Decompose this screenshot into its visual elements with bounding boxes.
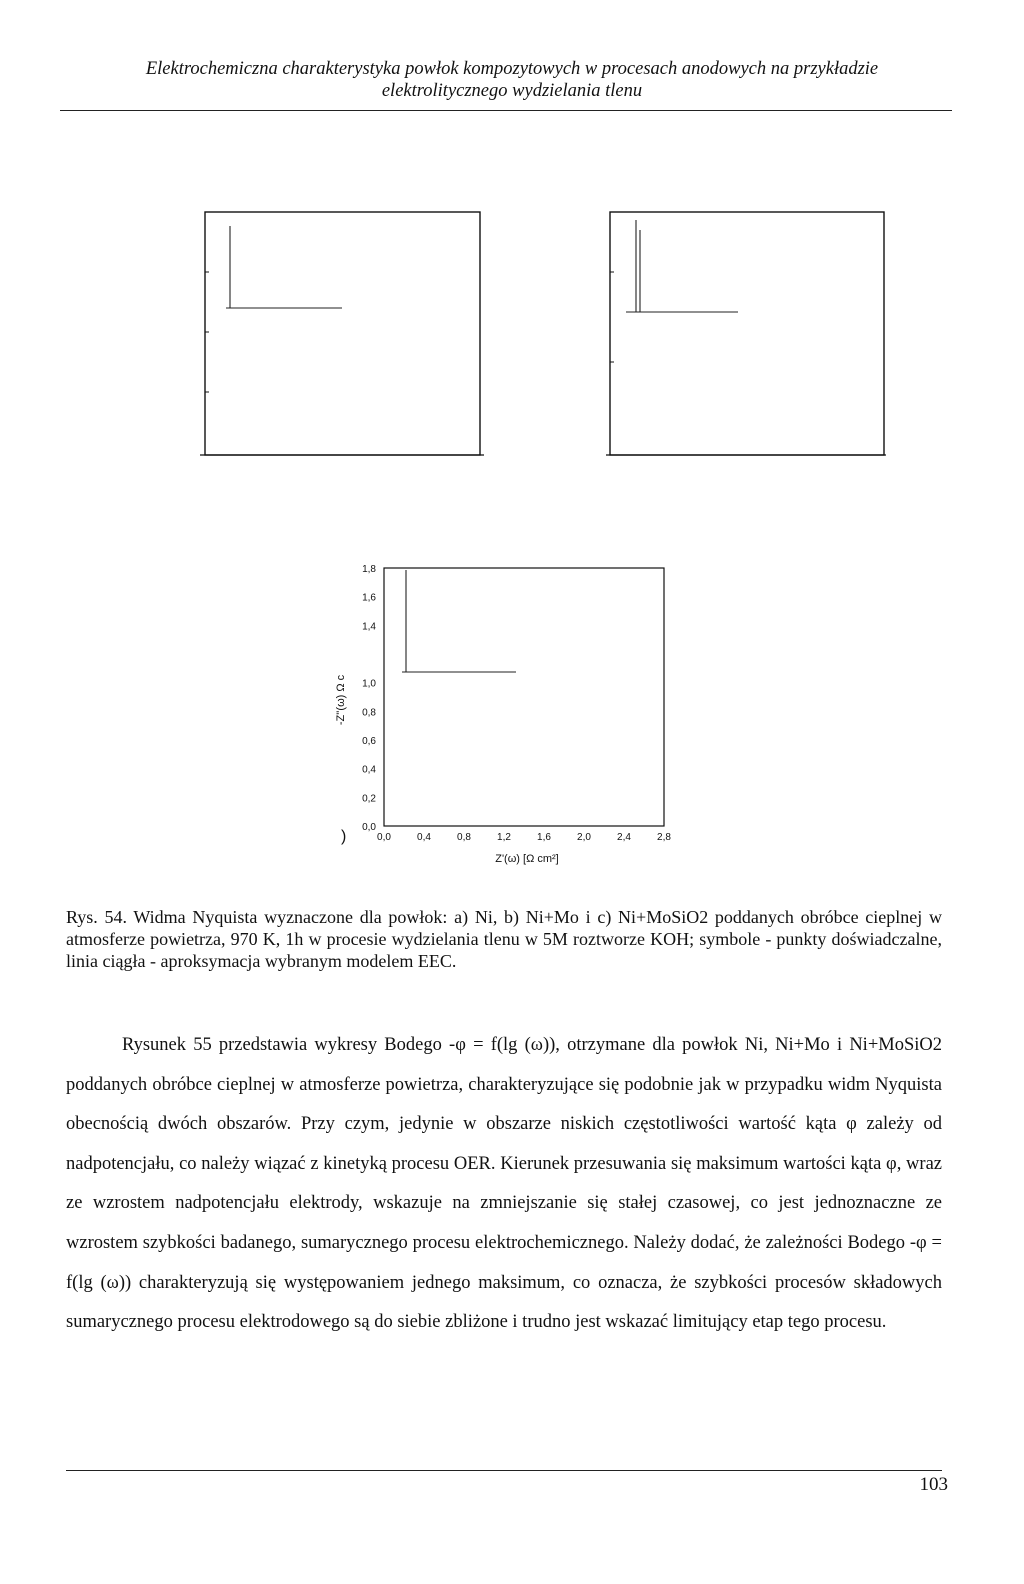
- nyquist-chart-a: [200, 212, 486, 464]
- y-tick-labels: [362, 564, 376, 833]
- body-text: [66, 1026, 942, 1343]
- x-tick-label: 1,2: [497, 832, 511, 843]
- y-tick-label: 0,6: [362, 736, 376, 747]
- x-tick-label: 0,8: [457, 832, 471, 843]
- x-axis-label: Z'(ω) [Ω cm²]: [495, 853, 559, 865]
- x-tick-label: 0,4: [417, 832, 431, 843]
- y-axis-label: -Z''(ω) Ω c: [335, 674, 347, 726]
- x-tick-label: 2,8: [657, 832, 671, 843]
- y-tick-label: 0,4: [362, 764, 376, 776]
- x-tick-label: 2,0: [577, 832, 591, 843]
- running-header: [60, 58, 964, 102]
- paragraph: Rysunek 55 przedstawia wykresy Bodego -φ = f(lg (ω)), otrzymane dla powłok Ni, Ni+Mo i Ni+MoSiO2 poddanych obróbce cieplnej w atmosferze powietrza, charakteryzujące się podobnie jak w przypadku widm Nyquista obecnością dwóch obszarów. Przy czym, jedynie w obszarze niskich częstotliwości wartość kąta φ zależy od nadpotencjału, co należy wiązać z kinetyką procesu OER. Kierunek przesuwania się maksimum wartości kąta φ, wraz ze wzrostem nadpotencjału elektrody, wskazuje na zmniejszanie się stałej czasowej, co jest jednoznaczne ze wzrostem szybkości badanego, sumarycznego procesu elektrochemicznego. Należy dodać, że zależności Bodego -φ = f(lg (ω)) charakteryzują się występowaniem jednego maksimum, co oznacza, że szybkości procesów składowych sumarycznego procesu elektrodowego są do siebie zbliżone i trudno jest wskazać limitujący etap tego procesu.: [66, 1035, 942, 1333]
- header-rule: [60, 110, 952, 111]
- x-tick-label: 0,0: [377, 832, 391, 843]
- panel-letter-c: ): [341, 828, 347, 845]
- y-tick-label: 0,8: [362, 707, 376, 719]
- y-tick-label: 1,0: [362, 678, 376, 690]
- nyquist-chart-b: [606, 212, 892, 464]
- plot-frame: [610, 212, 884, 455]
- plot-frame: [205, 212, 480, 455]
- x-tick-label: 1,6: [537, 832, 551, 843]
- plot-frame: [384, 568, 664, 826]
- y-tick-label: 0,2: [362, 793, 376, 805]
- running-header-line1: Elektrochemiczna charakterystyka powłok kompozytowych w procesach anodowych na przykładzie: [145, 59, 879, 79]
- footer-rule: [66, 1470, 942, 1471]
- y-tick-label: 1,4: [362, 621, 376, 633]
- y-tick-label: 1,6: [362, 592, 376, 604]
- x-tick-label: 2,4: [617, 832, 631, 843]
- figure-caption: Rys. 54. Widma Nyquista wyznaczone dla powłok: a) Ni, b) Ni+Mo i c) Ni+MoSiO2 poddanych obróbce cieplnej w atmosferze powietrza, 970 K, 1h w procesie wydzielania tlenu w 5M roztworze KOH; symbole - punkty doświadczalne, linia ciągła - aproksymacja wybranym modelem EEC.: [66, 907, 942, 971]
- x-tick-labels: [377, 832, 671, 843]
- y-tick-label: 0,0: [362, 822, 376, 833]
- y-tick-label: 1,8: [362, 564, 376, 575]
- running-header-line2: elektrolitycznego wydzielania tlenu: [381, 81, 643, 101]
- nyquist-chart-c: [335, 560, 700, 880]
- page-number: 103: [919, 1474, 948, 1495]
